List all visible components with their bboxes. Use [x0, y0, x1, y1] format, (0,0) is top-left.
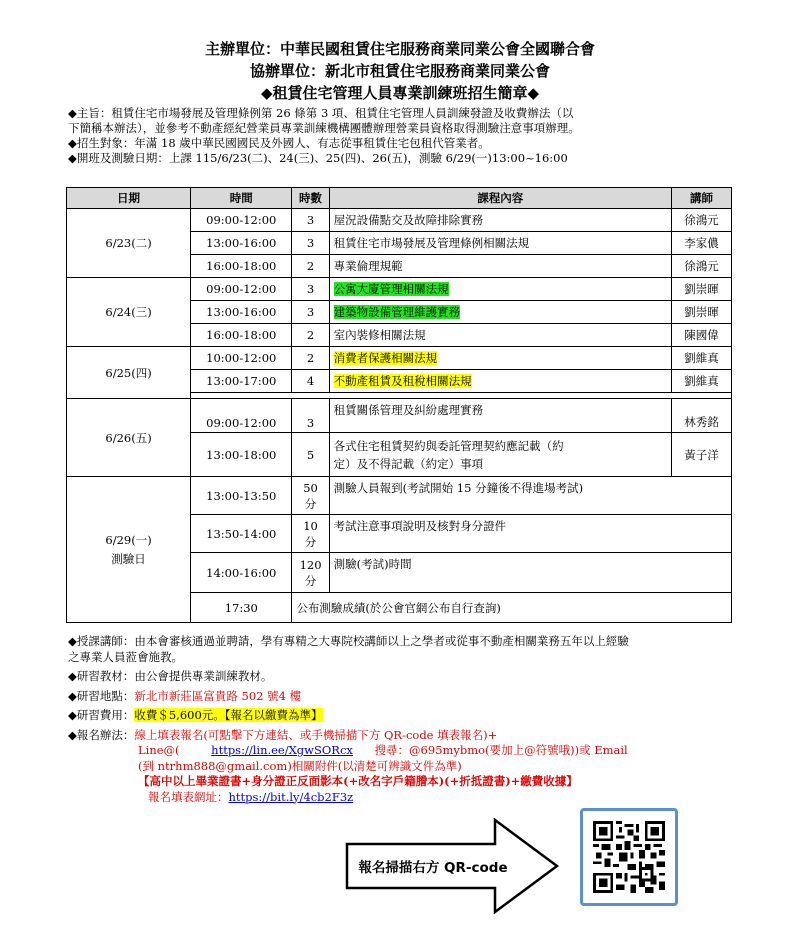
day-cell: 6/24(三) [67, 278, 191, 347]
registration-label: ◆報名辦法： [68, 727, 135, 742]
day-cell: 6/26(五) [67, 399, 191, 477]
time-cell: 16:00-18:00 [191, 324, 292, 347]
dates-line: ◆開班及測驗日期：上課 115/6/23(二)、24(三)、25(四)、26(五)，測驗 6/29(一)13:00~16:00 [68, 151, 568, 165]
qr-code-icon[interactable] [593, 821, 665, 893]
course-cell [329, 278, 671, 301]
hours-cell: 3 [292, 399, 329, 433]
registration-form-line [68, 790, 736, 806]
time-cell: 09:00-12:00 [191, 399, 292, 433]
day-label: 6/29(一) [105, 532, 152, 547]
course-highlight: 不動產租賃及租稅相關法規 [333, 374, 472, 388]
hours-unit: 分 [304, 496, 317, 511]
table-row [67, 347, 732, 370]
course-cell [329, 370, 671, 393]
course-cell: 測驗人員報到(考試開始 15 分鐘後不得進場考試) [329, 477, 731, 515]
audience-line: ◆招生對象：年滿 18 歲中華民國國民及外國人、有志從事租賃住宅包租代管業者。 [68, 136, 490, 150]
time-cell: 17:30 [191, 593, 292, 623]
table-header-row [67, 188, 732, 209]
header-course: 課程內容 [329, 188, 671, 209]
organizer-line: 主辦單位：中華民國租賃住宅服務商業同業公會全國聯合會 [204, 40, 595, 58]
teacher-cell: 陳國偉 [671, 324, 731, 347]
hours-cell: 3 [292, 232, 329, 255]
hours-cell [292, 477, 329, 515]
course-highlight: 公寓大廈管理相關法規 [333, 282, 449, 296]
hours-cell: 4 [292, 370, 329, 393]
registration-line-3: (到 ntrhm888@gmail.com)相關附件(以清楚可辨識文件為準) [138, 758, 462, 773]
table-row [67, 278, 732, 301]
hours-cell: 2 [292, 255, 329, 278]
day-cell [67, 477, 191, 623]
header-date: 日期 [67, 188, 191, 209]
fee-line [68, 708, 736, 724]
registration-line-2 [68, 743, 736, 759]
table-row [67, 477, 732, 515]
hours-value: 10 [303, 518, 318, 533]
hours-cell: 3 [292, 278, 329, 301]
hours-value: 120 [299, 557, 322, 572]
day-cell: 6/25(四) [67, 347, 191, 399]
header-teacher: 講師 [671, 188, 731, 209]
hours-value: 50 [303, 480, 318, 495]
time-cell: 09:00-12:00 [191, 278, 292, 301]
course-cell: 租賃關係管理及糾紛處理實務 [329, 399, 671, 433]
time-cell: 13:00-16:00 [191, 301, 292, 324]
hours-unit: 分 [304, 573, 317, 588]
form-url-link[interactable]: https://bit.ly/4cb2F3z [228, 789, 354, 804]
course-cell: 公布測驗成績(於公會官網公布自行查詢) [292, 593, 732, 623]
hours-cell: 2 [292, 324, 329, 347]
course-cell: 考試注意事項說明及核對身分證件 [329, 515, 731, 553]
time-cell: 16:00-18:00 [191, 255, 292, 278]
exam-day-label: 測驗日 [111, 551, 146, 566]
time-cell: 10:00-12:00 [191, 347, 292, 370]
course-highlight: 建築物設備管理維護實務 [333, 305, 461, 319]
time-cell: 13:00-17:00 [191, 370, 292, 393]
intro-section [68, 106, 736, 166]
time-cell: 13:00-13:50 [191, 477, 292, 515]
hours-cell: 5 [292, 433, 329, 477]
course-cell: 屋況設備點交及故障排除實務 [329, 209, 671, 232]
location-value: 新北市新莊區富貴路 502 號4 樓 [134, 688, 302, 703]
teacher-cell: 徐鴻元 [671, 255, 731, 278]
teacher-cell: 徐鴻元 [671, 209, 731, 232]
schedule-table [66, 187, 732, 623]
teacher-cell: 李家儂 [671, 232, 731, 255]
instructor-line-1: ◆授課講師：由本會審核通過並聘請，學有專精之大專院校講師以上之學者或從事不動產相關業務五年以上經驗 [68, 634, 629, 648]
hours-cell: 3 [292, 301, 329, 324]
hours-cell: 2 [292, 347, 329, 370]
time-cell: 14:00-16:00 [191, 553, 292, 593]
course-cell: 專業倫理規範 [329, 255, 671, 278]
line-at-link[interactable]: https://lin.ee/XgwSORcx [211, 743, 353, 757]
location-line [68, 689, 736, 705]
header-time: 時間 [191, 188, 292, 209]
table-row [67, 399, 732, 433]
registration-method: 線上填表報名(可點擊下方連結、或手機掃描下方 QR-code 填表報名)+ [134, 727, 498, 742]
day-cell: 6/23(二) [67, 209, 191, 278]
course-cell: 室內裝修相關法規 [329, 324, 671, 347]
course-highlight: 消費者保護相關法規 [333, 351, 438, 365]
teacher-cell: 劉崇暉 [671, 278, 731, 301]
course-cell [329, 301, 671, 324]
hours-cell: 3 [292, 209, 329, 232]
arrow-caption: 報名掃描右方 QR-code [358, 860, 508, 876]
course-line-2: 定）及不得記載（約定）事項 [333, 456, 484, 471]
fee-label: ◆研習費用： [68, 708, 135, 722]
time-cell: 13:50-14:00 [191, 515, 292, 553]
time-cell: 13:00-16:00 [191, 232, 292, 255]
course-cell: 租賃住宅市場發展及管理條例相關法規 [329, 232, 671, 255]
document-title: ◆租賃住宅管理人員專業訓練班招生簡章◆ [260, 84, 540, 102]
time-cell: 13:00-18:00 [191, 433, 292, 477]
line-at-search: 搜尋：@695mybmo(要加上@符號哦))或 Email [374, 743, 628, 757]
info-section [68, 634, 736, 805]
course-line-1: 各式住宅租賃契約與委託管理契約應記載（約 [333, 438, 564, 453]
instructor-line-2: 之專業人員蒞會施教。 [68, 649, 183, 664]
purpose-line-2: 下簡稱本辦法），並參考不動產經紀營業員專業訓練機構團體辦理營業員資格取得測驗注意事項辦理。 [68, 121, 580, 135]
hours-cell [292, 553, 329, 593]
co-organizer-line: 協辦單位：新北市租賃住宅服務商業同業公會 [249, 62, 550, 80]
teacher-cell: 劉崇暉 [671, 301, 731, 324]
material-line: ◆研習教材：由公會提供專業訓練教材。 [68, 669, 273, 683]
time-cell: 09:00-12:00 [191, 209, 292, 232]
location-label: ◆研習地點： [68, 688, 135, 703]
fee-value: 收費＄5,600元。【報名以繳費為準】 [134, 708, 323, 722]
required-documents-line: 【高中以上畢業證書+身分證正反面影本(+改名字戶籍謄本)(+折抵證書)+繳費收據】 [138, 774, 578, 788]
hours-unit: 分 [304, 534, 317, 549]
table-row [67, 209, 732, 232]
course-cell [329, 347, 671, 370]
teacher-cell: 黃子洋 [671, 433, 731, 477]
course-cell: 測驗(考試)時間 [329, 553, 731, 593]
purpose-line-1: ◆主旨：租賃住宅市場發展及管理條例第 26 條第 3 項、租賃住宅管理人員訓練發證及收費辦法（以 [68, 106, 574, 120]
hours-cell [292, 515, 329, 553]
registration-line-1 [68, 728, 736, 744]
teacher-cell: 林秀銘 [671, 399, 731, 433]
teacher-cell: 劉維真 [671, 370, 731, 393]
form-url-label: 報名填表網址： [148, 789, 229, 804]
teacher-cell: 劉維真 [671, 347, 731, 370]
qr-code-frame [580, 808, 678, 906]
header-hours: 時數 [292, 188, 329, 209]
line-at-prefix: Line@( [138, 743, 180, 757]
course-cell [329, 433, 671, 477]
